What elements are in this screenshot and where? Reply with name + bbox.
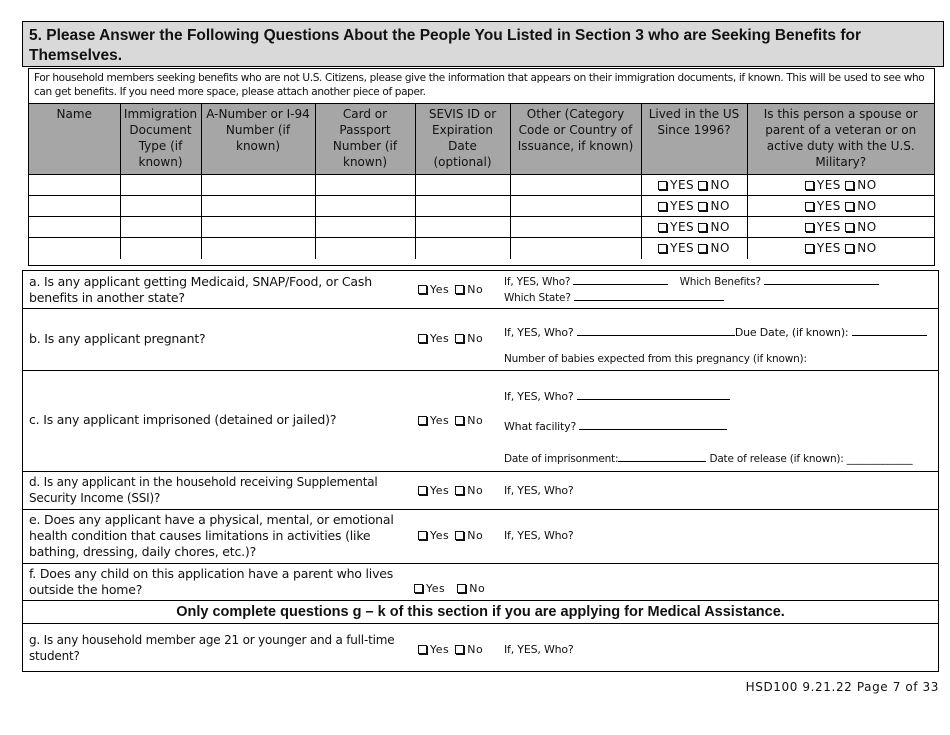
question-g-yes-no: Yes No: [418, 643, 483, 656]
sevis-cell[interactable]: [415, 217, 510, 238]
no-checkbox[interactable]: [457, 584, 466, 593]
sevis-cell[interactable]: [415, 238, 510, 259]
no-checkbox[interactable]: [455, 416, 464, 425]
due-date-label: Due Date, (if known):: [734, 326, 849, 339]
no-checkbox[interactable]: [845, 181, 854, 190]
doc-type-cell[interactable]: [120, 175, 201, 196]
a-number-cell[interactable]: [201, 217, 315, 238]
yes-checkbox[interactable]: [418, 334, 427, 343]
medical-assistance-banner: Only complete questions g – k of this section if you are applying for Medical Assistance.: [23, 601, 938, 624]
col-header-veteran: Is this person a spouse or parent of a veteran or on active duty with the U.S. Military?: [747, 104, 934, 175]
question-b-text: b. Is any applicant pregnant?: [29, 331, 206, 346]
yes-checkbox[interactable]: [418, 416, 427, 425]
immigration-table-box: [28, 68, 935, 266]
question-f-text: f. Does any child on this application have a parent who lives outside the home?: [29, 566, 394, 597]
immigration-row: [29, 175, 934, 196]
veteran-cell: YES NO: [747, 175, 934, 196]
yes-checkbox[interactable]: [805, 223, 814, 232]
question-g-row: [23, 624, 938, 671]
sevis-cell[interactable]: [415, 175, 510, 196]
other-cell[interactable]: [510, 217, 641, 238]
name-cell[interactable]: [29, 196, 120, 217]
card-number-cell[interactable]: [315, 175, 415, 196]
other-cell[interactable]: [510, 238, 641, 259]
sevis-cell[interactable]: [415, 196, 510, 217]
question-a-text: a. Is any applicant getting Medicaid, SNAP/Food, or Cash benefits in another state?: [29, 274, 372, 305]
question-d-yes-no: Yes No: [418, 484, 483, 497]
lived-us-cell: YES NO: [641, 175, 747, 196]
yes-checkbox[interactable]: [805, 181, 814, 190]
which-benefits-label: Which Benefits?: [679, 276, 761, 288]
a-number-cell[interactable]: [201, 196, 315, 217]
name-cell[interactable]: [29, 238, 120, 259]
no-checkbox[interactable]: [455, 486, 464, 495]
question-f-yes-no: Yes No: [414, 582, 485, 595]
imprisonment-date-field[interactable]: [618, 451, 706, 462]
which-state-field[interactable]: [574, 290, 724, 301]
col-header-doc-type: Immigration Document Type (if known): [120, 104, 201, 175]
card-number-cell[interactable]: [315, 238, 415, 259]
facility-field[interactable]: [579, 419, 727, 430]
question-c-row: [23, 371, 938, 472]
other-cell[interactable]: [510, 196, 641, 217]
babies-label: Number of babies expected from this pregnancy (if known):: [504, 353, 807, 365]
immigration-intro: For household members seeking benefits who are not U.S. Citizens, please give the information that appears on their immigration documents, if known. This will be used to see who can get benefits. If you need more space, please attach another piece of paper.: [34, 72, 925, 98]
who-label: If, YES, Who?: [504, 484, 574, 497]
lived-us-cell: YES NO: [641, 238, 747, 259]
who-field[interactable]: [577, 389, 730, 400]
card-number-cell[interactable]: [315, 196, 415, 217]
which-state-label: Which State?: [504, 292, 571, 304]
lived-us-cell: YES NO: [641, 217, 747, 238]
who-label: If, YES, Who?: [504, 643, 574, 656]
yes-checkbox[interactable]: [805, 244, 814, 253]
release-date-label: Date of release (if known): _____________: [709, 453, 913, 465]
yes-checkbox[interactable]: [418, 486, 427, 495]
doc-type-cell[interactable]: [120, 238, 201, 259]
facility-label: What facility?: [504, 420, 577, 433]
who-label: If, YES, Who?: [504, 390, 574, 403]
question-b-yes-no: Yes No: [418, 332, 483, 345]
who-label: If, YES, Who?: [504, 276, 571, 288]
veteran-cell: YES NO: [747, 196, 934, 217]
question-a-yes-no: Yes No: [418, 283, 483, 296]
col-header-sevis: SEVIS ID or Expiration Date (optional): [415, 104, 510, 175]
yes-checkbox[interactable]: [658, 244, 667, 253]
question-a-row: [23, 271, 938, 309]
no-checkbox[interactable]: [455, 334, 464, 343]
no-checkbox[interactable]: [845, 202, 854, 211]
questions-box: [22, 270, 939, 672]
col-header-a-number: A-Number or I-94 Number (if known): [201, 104, 315, 175]
lived-us-cell: YES NO: [641, 196, 747, 217]
no-checkbox[interactable]: [698, 202, 707, 211]
doc-type-cell[interactable]: [120, 196, 201, 217]
col-header-lived-us: Lived in the US Since 1996?: [641, 104, 747, 175]
page-footer: HSD100 9.21.22 Page 7 of 33: [745, 680, 939, 694]
a-number-cell[interactable]: [201, 238, 315, 259]
yes-checkbox[interactable]: [418, 531, 427, 540]
question-e-row: [23, 510, 938, 564]
immigration-row: [29, 217, 934, 238]
yes-checkbox[interactable]: [805, 202, 814, 211]
no-checkbox[interactable]: [845, 223, 854, 232]
yes-checkbox[interactable]: [418, 645, 427, 654]
who-label: If, YES, Who?: [504, 529, 574, 542]
question-b-row: [23, 309, 938, 371]
who-label: If, YES, Who?: [504, 326, 574, 339]
question-c-text: c. Is any applicant imprisoned (detained or jailed)?: [29, 412, 337, 427]
yes-checkbox[interactable]: [658, 202, 667, 211]
no-checkbox[interactable]: [455, 645, 464, 654]
veteran-cell: YES NO: [747, 238, 934, 259]
section-title: 5. Please Answer the Following Questions About the People You Listed in Section 3 who are Seeking Benefits for Themselves.: [22, 21, 944, 67]
yes-checkbox[interactable]: [418, 285, 427, 294]
doc-type-cell[interactable]: [120, 217, 201, 238]
immigration-row: [29, 196, 934, 217]
imprisonment-date-label: Date of imprisonment:: [504, 453, 619, 465]
no-checkbox[interactable]: [698, 223, 707, 232]
due-date-field[interactable]: [852, 325, 927, 336]
a-number-cell[interactable]: [201, 175, 315, 196]
who-field[interactable]: [573, 274, 668, 285]
no-checkbox[interactable]: [698, 244, 707, 253]
question-e-yes-no: Yes No: [418, 529, 483, 542]
veteran-cell: YES NO: [747, 217, 934, 238]
question-f-row: [23, 564, 938, 601]
name-cell[interactable]: [29, 217, 120, 238]
immigration-row: [29, 238, 934, 259]
question-g-text: g. Is any household member age 21 or younger and a full-time student?: [29, 633, 395, 663]
no-checkbox[interactable]: [455, 531, 464, 540]
which-benefits-field[interactable]: [764, 274, 879, 285]
yes-checkbox[interactable]: [658, 223, 667, 232]
yes-checkbox[interactable]: [658, 181, 667, 190]
card-number-cell[interactable]: [315, 217, 415, 238]
col-header-card-number: Card or Passport Number (if known): [315, 104, 415, 175]
no-checkbox[interactable]: [698, 181, 707, 190]
who-field[interactable]: [577, 325, 735, 336]
immigration-table: [29, 103, 934, 259]
name-cell[interactable]: [29, 175, 120, 196]
no-checkbox[interactable]: [845, 244, 854, 253]
no-checkbox[interactable]: [455, 285, 464, 294]
col-header-other: Other (Category Code or Country of Issuance, if known): [510, 104, 641, 175]
question-d-row: [23, 472, 938, 510]
other-cell[interactable]: [510, 175, 641, 196]
question-c-yes-no: Yes No: [418, 414, 483, 427]
yes-checkbox[interactable]: [414, 584, 423, 593]
question-d-text: d. Is any applicant in the household receiving Supplemental Security Income (SSI)?: [29, 475, 378, 505]
col-header-name: Name: [29, 104, 120, 175]
question-e-text: e. Does any applicant have a physical, mental, or emotional health condition that causes limitations in activities (like bathing, dressing, daily chores, etc.)?: [29, 512, 394, 559]
